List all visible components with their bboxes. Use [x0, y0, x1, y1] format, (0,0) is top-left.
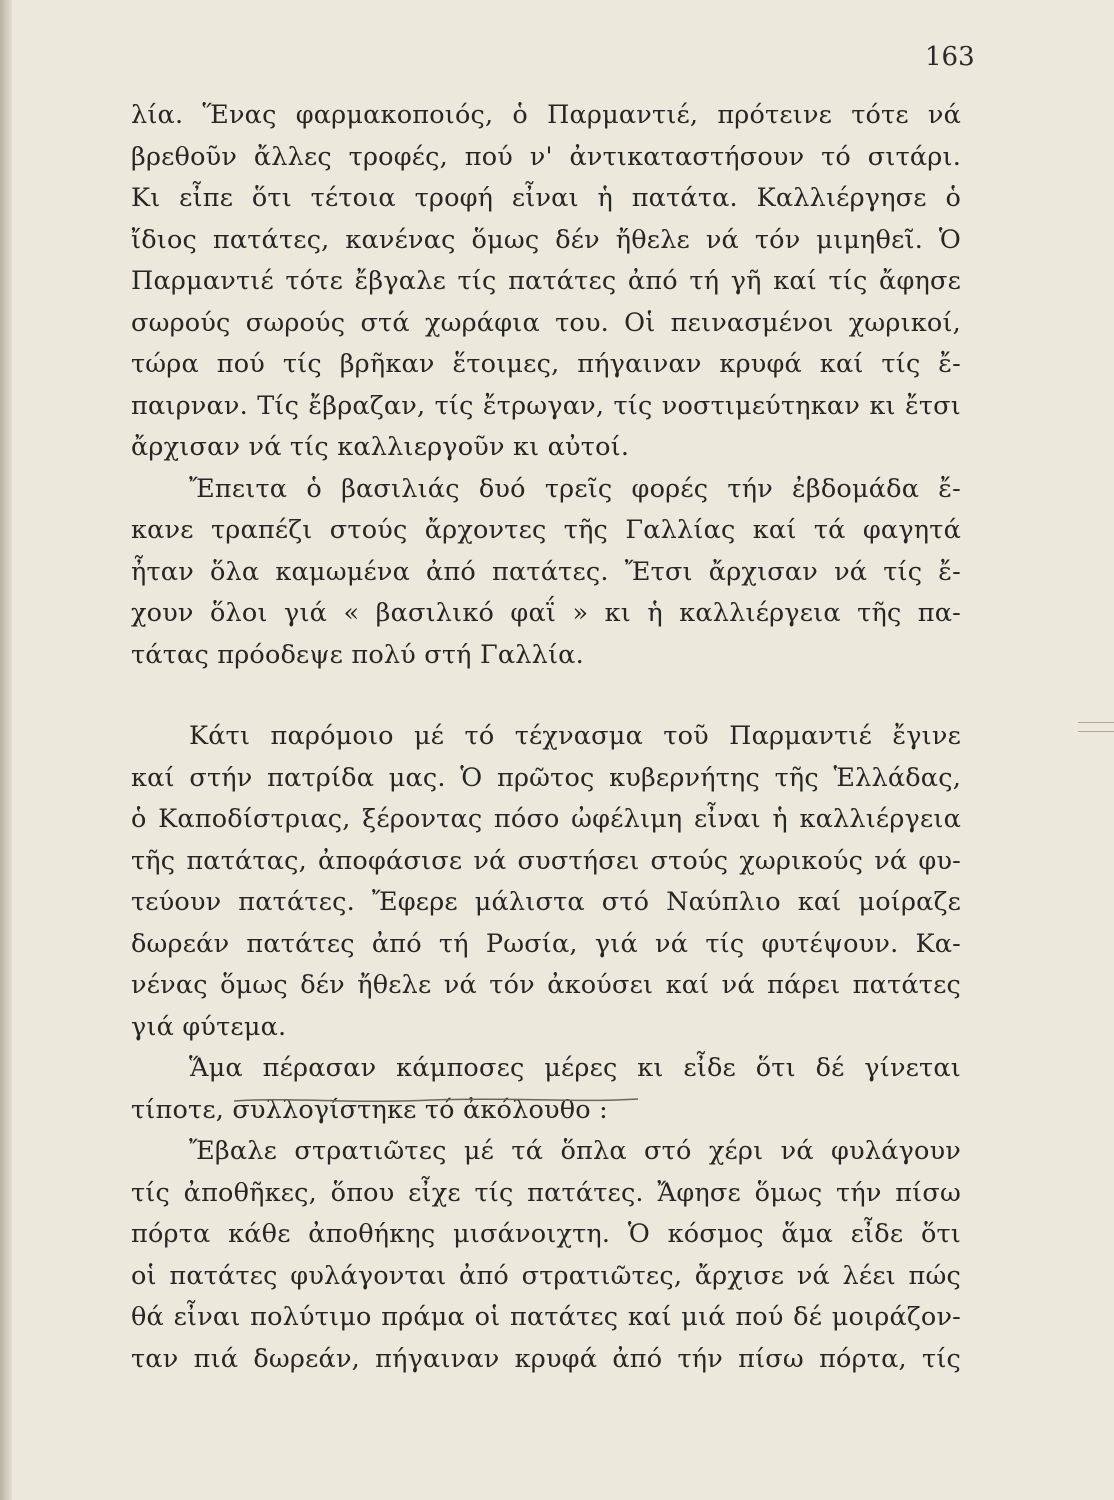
text-line: πόρτα κάθε ἀποθήκης μισάνοιχτη. Ὁ κόσμος ἅμα εἶδε ὅτι [131, 1219, 961, 1249]
text-line: κανε τραπέζι στούς ἄρχοντες τῆς Γαλλίας καί τά φαγητά [131, 515, 961, 545]
text-line: τώρα πού τίς βρῆκαν ἕτοιμες, πήγαιναν κρυφά καί τίς ἔ- [131, 349, 961, 379]
text-line: οἱ πατάτες φυλάγονται ἀπό στρατιῶτες, ἄρχισε νά λέει πώς [131, 1260, 961, 1291]
paragraph-4 [131, 1048, 961, 1131]
text-line: σωρούς σωρούς στά χωράφια του. Οἱ πεινασμένοι χωρικοί, [131, 307, 961, 338]
text-line: καί στήν πατρίδα μας. Ὁ πρῶτος κυβερνήτης τῆς Ἑλλάδας, [131, 762, 961, 793]
margin-mark [1078, 722, 1114, 732]
body-text [131, 95, 961, 1380]
text-line: τῆς πατάτας, ἀποφάσισε νά συστήσει στούς χωρικούς νά φυ- [131, 845, 961, 876]
text-line: παιρναν. Τίς ἔβραζαν, τίς ἔτρωγαν, τίς νοστιμεύτηκαν κι ἔτσι [131, 390, 961, 421]
text-line: ἄρχισαν νά τίς καλλιεργοῦν κι αὐτοί. [131, 432, 630, 462]
text-line: Κι εἶπε ὅτι τέτοια τροφή εἶναι ἡ πατάτα. Καλλιέργησε ὁ [131, 183, 961, 213]
text-line: δωρεάν πατάτες ἀπό τή Ρωσία, γιά νά τίς φυτέψουν. Κα- [131, 928, 961, 959]
paragraph-2 [131, 469, 961, 677]
text-line: Παρμαντιέ τότε ἔβγαλε τίς πατάτες ἀπό τή γῆ καί τίς ἄφησε [131, 266, 961, 296]
paragraph-3 [131, 716, 961, 1048]
text-line: γιά φύτεμα. [131, 1011, 287, 1042]
hand-drawn-underline [232, 1095, 640, 1105]
text-line: βρεθοῦν ἄλλες τροφές, πού ν' ἀντικαταστήσουν τό σιτάρι. [131, 141, 961, 172]
text-line: Κάτι παρόμοιο μέ τό τέχνασμα τοῦ Παρμαντιέ ἔγινε [189, 721, 961, 751]
text-line: Ἅμα πέρασαν κάμποσες μέρες κι εἶδε ὅτι δέ γίνεται [189, 1053, 961, 1083]
text-line: τεύουν πατάτες. Ἔφερε μάλιστα στό Ναύπλιο καί μοίραζε [131, 887, 961, 917]
paragraph-5 [131, 1131, 961, 1380]
paragraph-1 [131, 95, 961, 469]
page-spine-shadow [0, 0, 12, 1500]
text-line: λία. Ἕνας φαρμακοποιός, ὁ Παρμαντιέ, πρότεινε τότε νά [131, 100, 961, 130]
page-number: 163 [925, 42, 975, 72]
section-gap [131, 676, 961, 716]
text-line: ἴδιος πατάτες, κανένας ὅμως δέν ἤθελε νά τόν μιμηθεῖ. Ὁ [131, 224, 961, 255]
text-line: Ἔβαλε στρατιῶτες μέ τά ὅπλα στό χέρι νά φυλάγουν [189, 1136, 961, 1166]
text-line: Ἔπειτα ὁ βασιλιάς δυό τρεῖς φορές τήν ἐβδομάδα ἔ- [189, 473, 961, 504]
text-line: ὁ Καποδίστριας, ξέροντας πόσο ὠφέλιμη εἶναι ἡ καλλιέργεια [131, 804, 961, 834]
text-line: τίποτε, συλλογίστηκε τό ἀκόλουθο : [131, 1094, 608, 1125]
text-line: τάτας πρόοδεψε πολύ στή Γαλλία. [131, 639, 584, 670]
text-line: ἦταν ὅλα καμωμένα ἀπό πατάτες. Ἔτσι ἄρχισαν νά τίς ἔ- [131, 556, 961, 587]
text-line: νένας ὅμως δέν ἤθελε νά τόν ἀκούσει καί νά πάρει πατάτες [131, 970, 961, 1000]
text-line: χουν ὅλοι γιά « βασιλικό φαΐ » κι ἡ καλλιέργεια τῆς πα- [131, 598, 961, 628]
text-line: θά εἶναι πολύτιμο πράμα οἱ πατάτες καί μιά πού δέ μοιράζον- [131, 1302, 961, 1332]
text-line: τίς ἀποθῆκες, ὅπου εἶχε τίς πατάτες. Ἄφησε ὅμως τήν πίσω [131, 1177, 961, 1208]
text-line: ταν πιά δωρεάν, πήγαιναν κρυφά ἀπό τήν πίσω πόρτα, τίς [131, 1343, 961, 1374]
